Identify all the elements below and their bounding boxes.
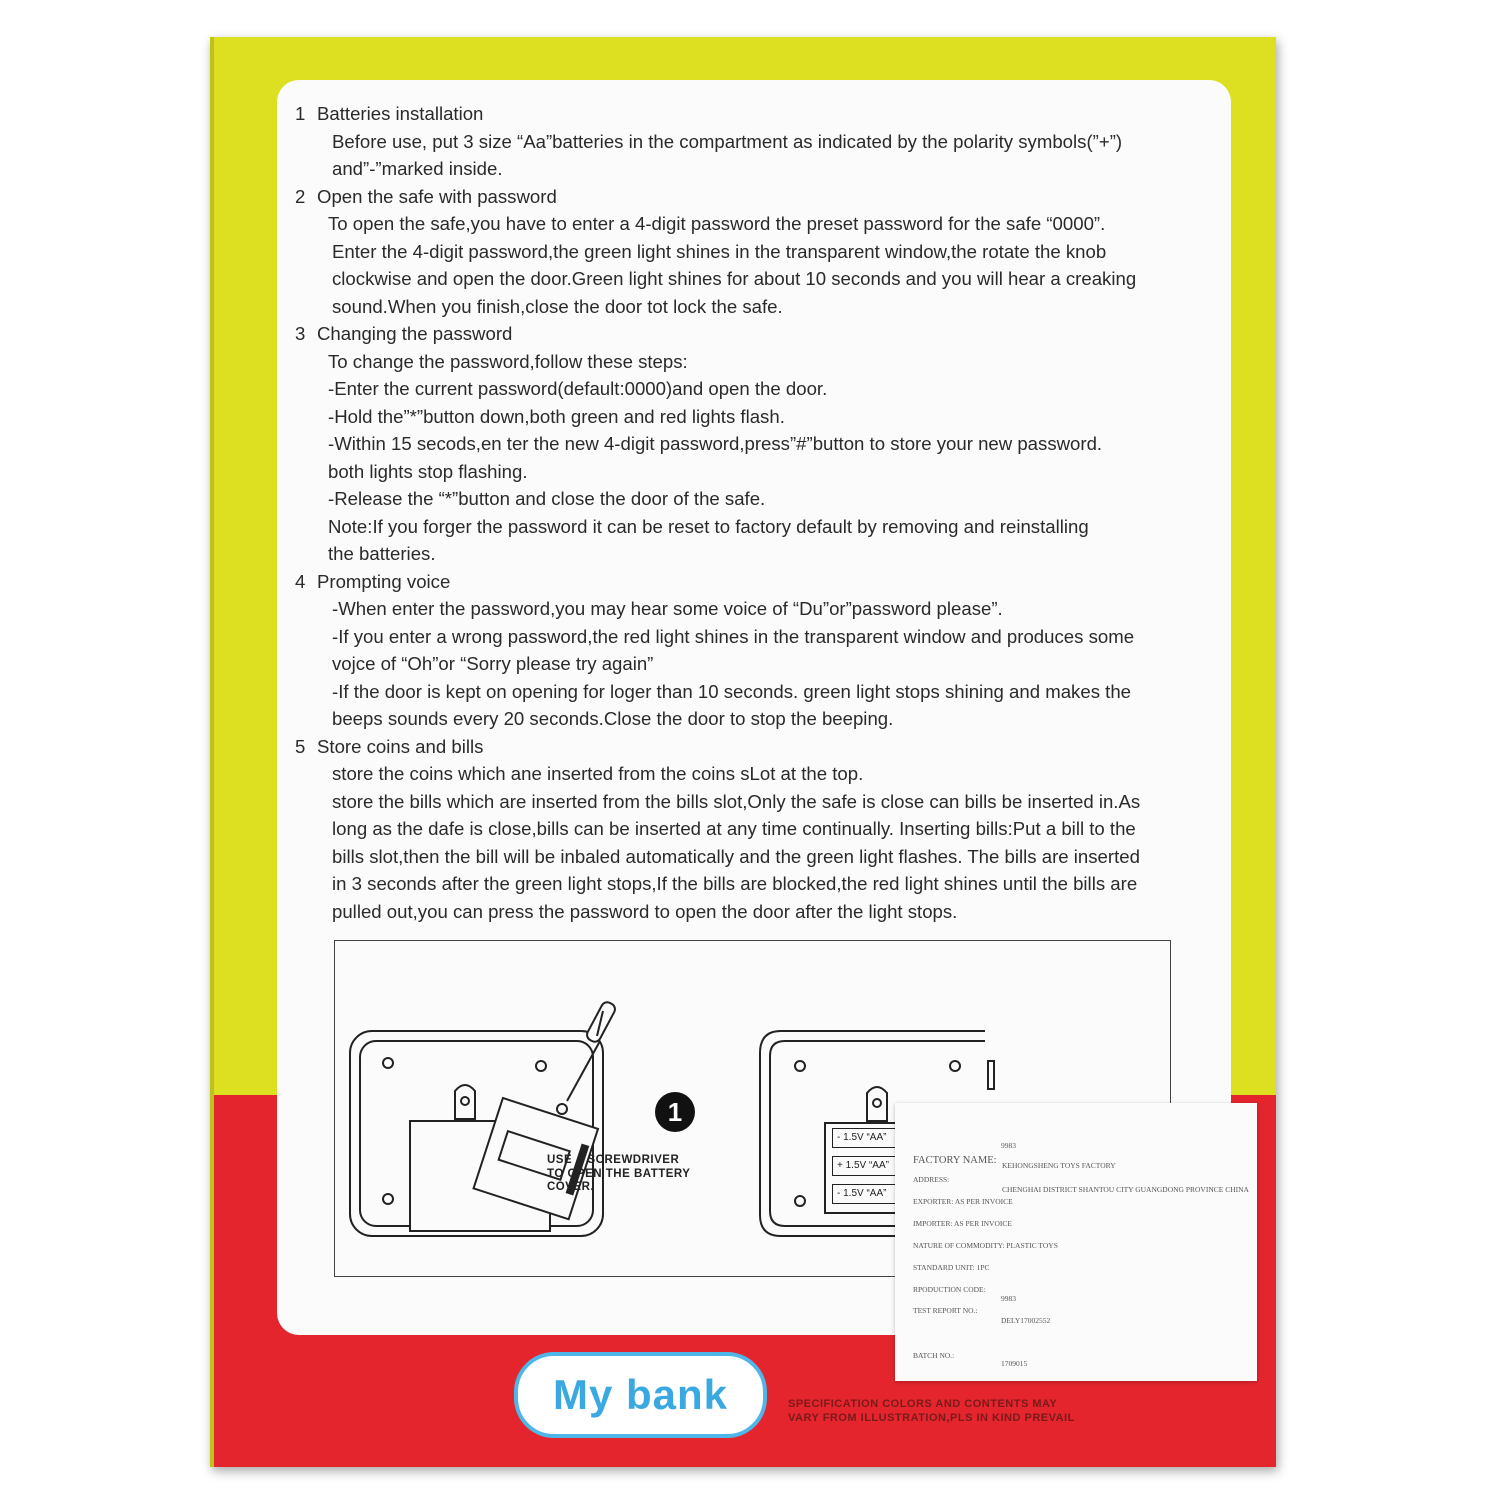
screwdriver-icon <box>557 1000 617 1114</box>
instruction-line: store the bills which are inserted from the bills slot,Only the safe is close can bills be inserted in.As <box>332 790 1141 812</box>
product-label-sticker <box>895 1103 1257 1381</box>
spec-line: SPECIFICATION COLORS AND CONTENTS MAY <box>788 1398 1058 1410</box>
label-address: CHENGHAI DISTRICT SHANTOU CITY GUANGDONG PROVINCE CHINA <box>1002 1185 1249 1194</box>
instruction-line: in 3 seconds after the green light stops,If the bills are blocked,the red light shines until the bills are <box>332 873 1138 894</box>
instruction-line: Enter the 4-digit password,the green light shines in the transparent window,the rotate the knob <box>332 240 1107 262</box>
section-title <box>295 568 1220 596</box>
instruction-line: pulled out,you can press the password to open the door after the light stops. <box>332 900 958 922</box>
battery-label: + 1.5V “AA” <box>832 1156 914 1176</box>
section-heading: Prompting voice <box>317 570 451 592</box>
instruction-line: sound.When you finish,close the door tot lock the safe. <box>332 295 783 317</box>
instruction-line: both lights stop flashing. <box>328 460 528 482</box>
label-production-key: RPODUCTION CODE: <box>913 1285 986 1294</box>
section-number: 4 <box>295 570 306 592</box>
label-code: 9983 <box>1001 1141 1016 1150</box>
instruction-line: and”-”marked inside. <box>332 158 503 179</box>
section-heading: Batteries installation <box>317 103 484 124</box>
caption-line: COVER. <box>547 1181 595 1193</box>
instruction-line: clockwise and open the door.Green light shines for about 10 seconds and you will hear a creaking <box>332 268 1137 289</box>
instruction-line: vojce of “Oh”or “Sorry please try again” <box>332 653 654 674</box>
instruction-line: the batteries. <box>328 543 436 564</box>
instruction-line: -Within 15 secods,en ter the new 4-digit password,press”#”button to store your new password. <box>328 433 1103 454</box>
section-title <box>295 100 1220 128</box>
section-number: 1 <box>295 103 306 124</box>
label-address-key: ADDRESS: <box>913 1175 950 1184</box>
instruction-line: -If the door is kept on opening for loger than 10 seconds. green light stops shining and makes the <box>332 680 1132 702</box>
section-title <box>295 183 1220 211</box>
section-number: 2 <box>295 185 306 207</box>
instruction-line: Note:If you forger the password it can be reset to factory default by removing and reinstalling <box>328 515 1089 537</box>
battery-label: - 1.5V “AA” <box>832 1128 914 1148</box>
battery-label: - 1.5V “AA” <box>832 1184 914 1204</box>
label-factory-key: FACTORY NAME: <box>913 1155 997 1166</box>
label-standard-unit: STANDARD UNIT: 1PC <box>913 1263 990 1272</box>
caption-line: USE A SCREWDRIVER <box>547 1154 680 1166</box>
brand-logo <box>514 1352 767 1438</box>
section-title <box>295 320 1220 348</box>
section-number: 3 <box>295 323 306 344</box>
section-heading: Open the safe with password <box>317 185 557 207</box>
label-test-report: DELY17002552 <box>1001 1316 1051 1325</box>
instruction-line: long as the dafe is close,bills can be inserted at any time continually. Inserting bills:Put a bill to the <box>332 818 1136 839</box>
safe-back-left <box>350 1031 603 1236</box>
instruction-line: store the coins which ane inserted from the coins sLot at the top. <box>332 763 864 784</box>
instruction-line: To open the safe,you have to enter a 4-digit password the preset password for the safe “0000”. <box>328 213 1106 234</box>
instruction-line: -Enter the current password(default:0000)and open the door. <box>328 378 828 399</box>
instruction-line: -When enter the password,you may hear some voice of “Du”or”password please”. <box>332 598 1003 619</box>
label-factory-name: KEHONGSHENG TOYS FACTORY <box>1002 1161 1116 1170</box>
instruction-line: -Hold the”*”button down,both green and red lights flash. <box>328 405 785 427</box>
label-production-code: 9983 <box>1001 1294 1016 1303</box>
label-importer: IMPORTER: AS PER INVOICE <box>913 1219 1012 1228</box>
caption-line: TO OPEN THE BATTERY <box>547 1167 691 1180</box>
step-1-caption <box>547 1154 690 1195</box>
instruction-line: beeps sounds every 20 seconds.Close the door to stop the beeping. <box>332 708 894 729</box>
label-nature: NATURE OF COMMODITY: PLASTIC TOYS <box>913 1241 1058 1250</box>
instruction-line: To change the password,follow these steps: <box>328 350 688 372</box>
instruction-line: bills slot,then the bill will be inbaled automatically and the green light flashes. The bills are inserted <box>332 845 1140 867</box>
spec-line: VARY FROM ILLUSTRATION,PLS IN KIND PREVAIL <box>788 1412 1075 1424</box>
section-heading: Changing the password <box>317 323 513 344</box>
section-number: 5 <box>295 735 306 757</box>
label-exporter: EXPORTER: AS PER INVOICE <box>913 1197 1013 1206</box>
spec-notice <box>788 1397 1075 1425</box>
label-batch: 1709015 <box>1001 1359 1028 1368</box>
instruction-line: Before use, put 3 size “Aa”batteries in the compartment as indicated by the polarity symbols(”+”) <box>332 130 1123 152</box>
label-test-report-key: TEST REPORT NO.: <box>913 1306 978 1315</box>
label-batch-key: BATCH NO.: <box>913 1351 955 1360</box>
step-1-badge: 1 <box>655 1092 695 1132</box>
section-title <box>295 733 1220 761</box>
section-heading: Store coins and bills <box>317 735 484 757</box>
instruction-line: -Release the “*”button and close the door of the safe. <box>328 488 766 509</box>
instructions-text <box>295 100 1220 925</box>
instruction-line: -If you enter a wrong password,the red light shines in the transparent window and produces some <box>332 625 1135 647</box>
brand-name: My bank <box>552 1371 729 1418</box>
